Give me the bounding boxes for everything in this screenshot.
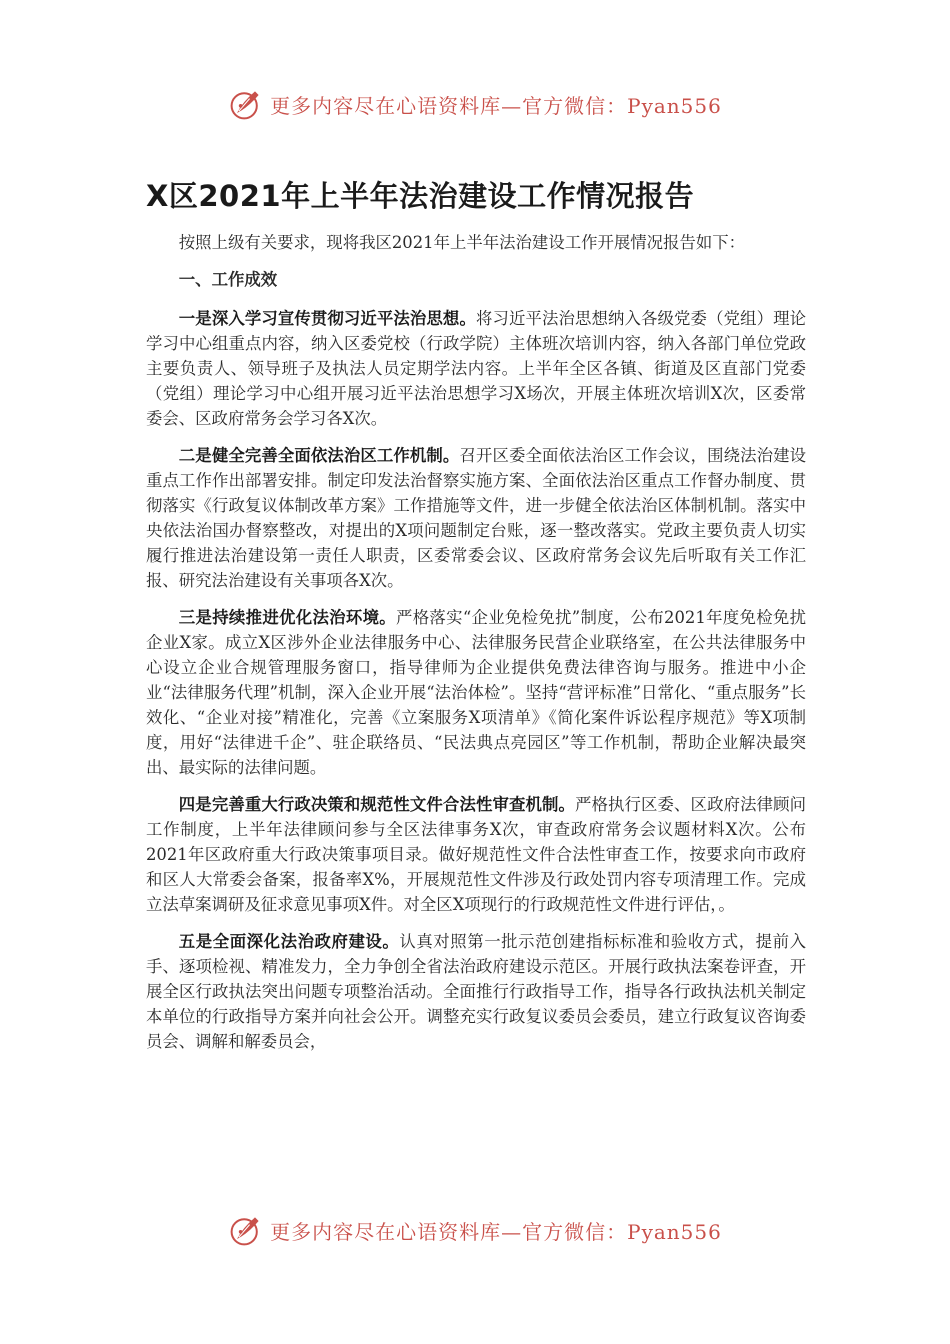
paragraph-lead: 三是持续推进优化法治环境。 bbox=[178, 608, 397, 627]
paragraph-text: 召开区委全面依法治区工作会议，围绕法治建设重点工作作出部署安排。制定印发法治督察实施方案、全面依法治区重点工作督办制度、贯彻落实《行政复议体制改革方案》工作措施等文件，进一步健全依法治区体制机制。落实中央依法治国办督察整改，对提出的X项问题制定台账，逐一整改落实。党政主要负责人切实履行推进法治建设第一责任人职责，区委常委会议、区政府常务会议先后听取有关工作汇报、研究法治建设有关事项各X次。 bbox=[146, 446, 807, 590]
section-heading: 一、工作成效 bbox=[178, 270, 278, 289]
paragraph bbox=[146, 792, 806, 917]
paragraph-text: 将习近平法治思想纳入各级党委（党组）理论学习中心组重点内容，纳入区委党校（行政学院）主体班次培训内容，纳入各部门单位党政主要负责人、领导班子及执法人员定期学法内容。上半年全区各镇、街道及区直部门党委（党组）理论学习中心组开展习近平法治思想学习X场次，开展主体班次培训X次，区委常委会、区政府常务会学习各X次。 bbox=[146, 309, 807, 428]
paragraph-lead: 四是完善重大行政决策和规范性文件合法性审查机制。 bbox=[178, 795, 575, 814]
footer-banner bbox=[0, 1208, 950, 1252]
document-title: X区2021年上半年法治建设工作情况报告 bbox=[146, 179, 695, 213]
paragraph-text: 认真对照第一批示范创建指标标准和验收方式，提前入手、逐项检视、精准发力，全力争创全省法治政府建设示范区。开展行政执法案卷评查，开展全区行政执法突出问题专项整治活动。全面推行行政指导工作，指导各行政执法机关制定本单位的行政指导方案并向社会公开。调整充实行政复议委员会委员，建立行政复议咨询委员会、调解和解委员会， bbox=[146, 932, 807, 1051]
paragraph bbox=[146, 605, 806, 780]
header-banner bbox=[0, 82, 950, 126]
paragraph bbox=[146, 306, 806, 431]
paragraph bbox=[146, 929, 806, 1054]
paragraph-text: 严格落实“企业免检免扰”制度，公布2021年度免检免扰企业X家。成立X区涉外企业法律服务中心、法律服务民营企业联络室，在公共法律服务中心设立企业合规管理服务窗口，指导律师为企业提供免费法律咨询与服务。推进中小企业“法律服务代理”机制，深入企业开展“法治体检”。坚持“营评标准”日常化、“重点服务”长效化、“企业对接”精准化，完善《立案服务X项清单》《简化案件诉讼程序规范》等X项制度，用好“法律进千企”、驻企联络员、“民法典点亮园区”等工作机制，帮助企业解决最突出、最实际的法律问题。 bbox=[146, 608, 806, 777]
intro-paragraph: 按照上级有关要求，现将我区2021年上半年法治建设工作开展情况报告如下： bbox=[178, 233, 746, 252]
document-body bbox=[146, 230, 806, 1066]
pen-nib-logo-icon bbox=[228, 1212, 264, 1248]
banner-text: 更多内容尽在心语资料库—官方微信：Pyan556 bbox=[270, 93, 722, 118]
paragraph-text: 严格执行区委、区政府法律顾问工作制度，上半年法律顾问参与全区法律事务X次，审查政府常务会议题材料X次。公布2021年区政府重大行政决策事项目录。做好规范性文件合法性审查工作，按要求向市政府和区人大常委会备案，报备率X%，开展规范性文件涉及行政处罚内容专项清理工作。完成立法草案调研及征求意见事项X件。对全区X项现行的行政规范性文件进行评估，。 bbox=[146, 795, 806, 914]
paragraph-lead: 五是全面深化法治政府建设。 bbox=[178, 932, 400, 951]
paragraph-lead: 一是深入学习宣传贯彻习近平法治思想。 bbox=[178, 309, 476, 328]
paragraph bbox=[146, 443, 806, 593]
paragraph-lead: 二是健全完善全面依法治区工作机制。 bbox=[178, 446, 460, 465]
pen-nib-logo-icon bbox=[228, 86, 264, 122]
banner-text: 更多内容尽在心语资料库—官方微信：Pyan556 bbox=[270, 1219, 722, 1244]
